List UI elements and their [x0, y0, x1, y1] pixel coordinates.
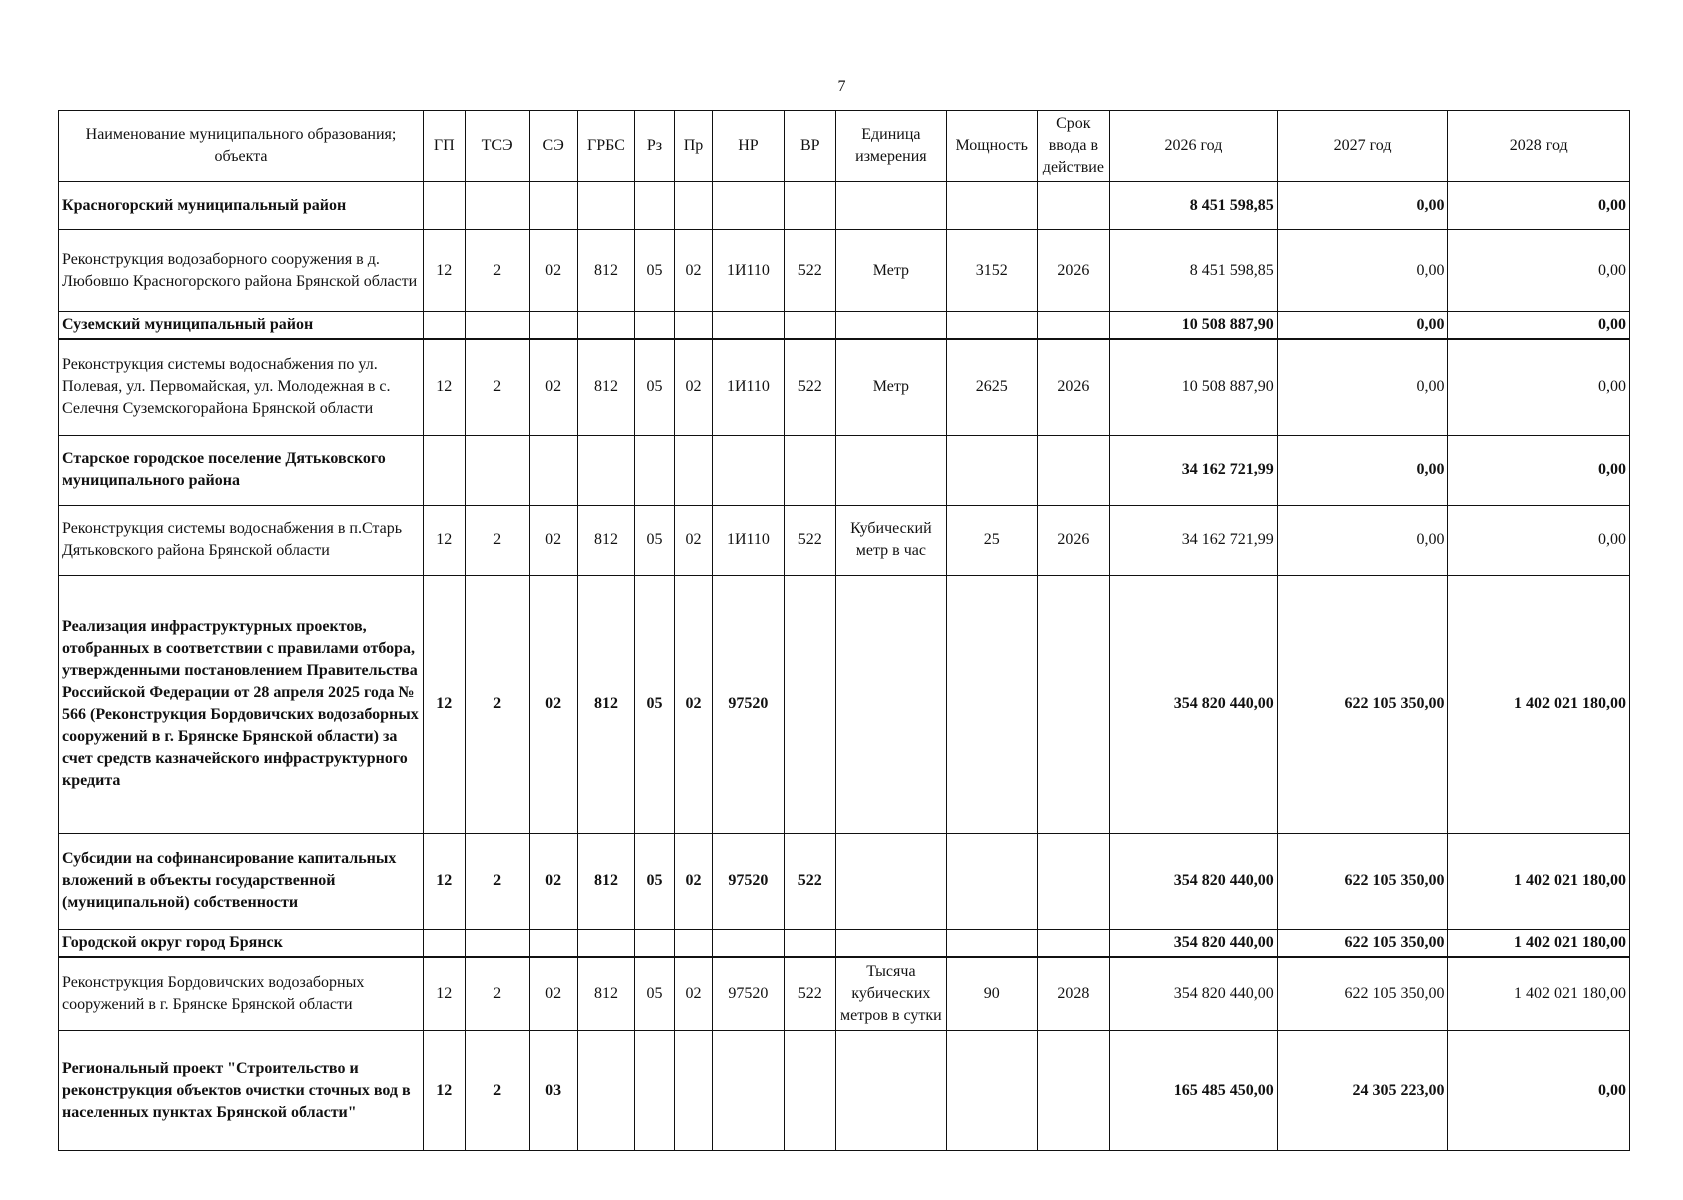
- cell-rz: 05: [635, 833, 674, 929]
- cell-gp: [424, 435, 466, 505]
- cell-capacity: 3152: [946, 230, 1037, 312]
- cell-rz: 05: [635, 957, 674, 1031]
- cell-capacity: [946, 312, 1037, 340]
- cell-unit: Метр: [835, 339, 946, 435]
- header-unit: Единица измерения: [835, 111, 946, 182]
- cell-se: 02: [529, 505, 577, 575]
- row-name: Региональный проект "Строительство и реконструкция объектов очистки сточных вод в населенных пунктах Брянской области": [59, 1031, 424, 1151]
- cell-2027: 0,00: [1277, 435, 1448, 505]
- header-vr: ВР: [784, 111, 835, 182]
- cell-grbs: [577, 312, 635, 340]
- cell-2028: 1 402 021 180,00: [1448, 833, 1630, 929]
- cell-2026: 354 820 440,00: [1110, 957, 1278, 1031]
- cell-rz: [635, 1031, 674, 1151]
- cell-unit: [835, 312, 946, 340]
- cell-nr: [713, 312, 785, 340]
- cell-se: [529, 929, 577, 957]
- cell-rz: 05: [635, 505, 674, 575]
- cell-rz: 05: [635, 339, 674, 435]
- cell-2027: 0,00: [1277, 505, 1448, 575]
- cell-grbs: [577, 182, 635, 230]
- cell-2028: 0,00: [1448, 505, 1630, 575]
- cell-se: 02: [529, 339, 577, 435]
- cell-vr: [784, 435, 835, 505]
- cell-gp: 12: [424, 1031, 466, 1151]
- cell-2027: 622 105 350,00: [1277, 575, 1448, 833]
- row-name: Субсидии на софинансирование капитальных вложений в объекты государственной (муниципальной) собственности: [59, 833, 424, 929]
- cell-2028: 0,00: [1448, 1031, 1630, 1151]
- cell-capacity: 90: [946, 957, 1037, 1031]
- cell-term: [1037, 182, 1110, 230]
- table-row: [59, 957, 1630, 1031]
- cell-tse: [465, 312, 529, 340]
- header-2027: 2027 год: [1277, 111, 1448, 182]
- cell-term: 2026: [1037, 230, 1110, 312]
- cell-capacity: 25: [946, 505, 1037, 575]
- cell-gp: [424, 929, 466, 957]
- cell-nr: 1И110: [713, 339, 785, 435]
- cell-nr: [713, 929, 785, 957]
- cell-term: [1037, 1031, 1110, 1151]
- cell-2026: 34 162 721,99: [1110, 435, 1278, 505]
- cell-tse: [465, 435, 529, 505]
- header-2026: 2026 год: [1110, 111, 1278, 182]
- cell-2028: 0,00: [1448, 435, 1630, 505]
- cell-tse: [465, 182, 529, 230]
- cell-pr: [674, 312, 712, 340]
- cell-unit: [835, 1031, 946, 1151]
- cell-rz: 05: [635, 230, 674, 312]
- cell-tse: 2: [465, 833, 529, 929]
- cell-vr: [784, 929, 835, 957]
- cell-gp: 12: [424, 230, 466, 312]
- cell-se: 02: [529, 833, 577, 929]
- header-grbs: ГРБС: [577, 111, 635, 182]
- cell-term: [1037, 575, 1110, 833]
- cell-nr: [713, 1031, 785, 1151]
- cell-se: 02: [529, 957, 577, 1031]
- row-name: Реализация инфраструктурных проектов, отобранных в соответствии с правилами отбора, утвержденными постановлением Правительства Российской Федерации от 28 апреля 2025 года № 566 (Реконструкция Бордовичских водозаборных сооружений в г. Брянске Брянской области) за счет средств казначейского инфраструктурного кредита: [59, 575, 424, 833]
- cell-nr: 1И110: [713, 505, 785, 575]
- cell-grbs: 812: [577, 957, 635, 1031]
- cell-2027: 24 305 223,00: [1277, 1031, 1448, 1151]
- cell-tse: 2: [465, 230, 529, 312]
- cell-capacity: [946, 182, 1037, 230]
- cell-pr: [674, 435, 712, 505]
- budget-table: [58, 110, 1630, 1151]
- cell-grbs: [577, 929, 635, 957]
- table-row: [59, 575, 1630, 833]
- cell-2027: 622 105 350,00: [1277, 957, 1448, 1031]
- cell-grbs: 812: [577, 833, 635, 929]
- cell-rz: 05: [635, 575, 674, 833]
- cell-2026: 8 451 598,85: [1110, 230, 1278, 312]
- header-2028: 2028 год: [1448, 111, 1630, 182]
- cell-2028: 0,00: [1448, 182, 1630, 230]
- cell-se: 02: [529, 575, 577, 833]
- cell-2028: 0,00: [1448, 312, 1630, 340]
- cell-capacity: [946, 435, 1037, 505]
- cell-2028: 1 402 021 180,00: [1448, 575, 1630, 833]
- cell-gp: 12: [424, 833, 466, 929]
- row-name: Реконструкция системы водоснабжения в п.Старь Дятьковского района Брянской области: [59, 505, 424, 575]
- table-row: [59, 833, 1630, 929]
- table-row: [59, 312, 1630, 340]
- cell-gp: 12: [424, 957, 466, 1031]
- cell-gp: [424, 182, 466, 230]
- cell-tse: 2: [465, 339, 529, 435]
- cell-2026: 354 820 440,00: [1110, 833, 1278, 929]
- cell-2028: 1 402 021 180,00: [1448, 957, 1630, 1031]
- cell-2026: 34 162 721,99: [1110, 505, 1278, 575]
- cell-tse: 2: [465, 1031, 529, 1151]
- cell-gp: 12: [424, 339, 466, 435]
- cell-rz: [635, 312, 674, 340]
- row-name: Реконструкция системы водоснабжения по ул. Полевая, ул. Первомайская, ул. Молодежная в с. Селечня Суземскогорайона Брянской области: [59, 339, 424, 435]
- cell-nr: 97520: [713, 575, 785, 833]
- cell-term: [1037, 435, 1110, 505]
- cell-2028: 0,00: [1448, 230, 1630, 312]
- cell-rz: [635, 435, 674, 505]
- cell-vr: 522: [784, 230, 835, 312]
- cell-vr: [784, 1031, 835, 1151]
- cell-2026: 354 820 440,00: [1110, 575, 1278, 833]
- cell-pr: [674, 1031, 712, 1151]
- table-row: [59, 505, 1630, 575]
- cell-vr: [784, 182, 835, 230]
- cell-nr: [713, 182, 785, 230]
- header-term: Срок ввода в действие: [1037, 111, 1110, 182]
- cell-pr: [674, 929, 712, 957]
- cell-gp: 12: [424, 505, 466, 575]
- cell-unit: [835, 833, 946, 929]
- cell-tse: 2: [465, 575, 529, 833]
- cell-term: [1037, 929, 1110, 957]
- cell-grbs: 812: [577, 505, 635, 575]
- cell-vr: 522: [784, 339, 835, 435]
- cell-grbs: [577, 1031, 635, 1151]
- cell-capacity: [946, 929, 1037, 957]
- cell-unit: [835, 575, 946, 833]
- cell-2026: 10 508 887,90: [1110, 339, 1278, 435]
- cell-vr: 522: [784, 505, 835, 575]
- cell-2026: 8 451 598,85: [1110, 182, 1278, 230]
- cell-rz: [635, 182, 674, 230]
- row-name: Реконструкция Бордовичских водозаборных сооружений в г. Брянске Брянской области: [59, 957, 424, 1031]
- cell-se: [529, 312, 577, 340]
- cell-capacity: [946, 833, 1037, 929]
- cell-se: [529, 435, 577, 505]
- header-tse: ТСЭ: [465, 111, 529, 182]
- table-row: [59, 339, 1630, 435]
- cell-nr: 1И110: [713, 230, 785, 312]
- cell-2026: 354 820 440,00: [1110, 929, 1278, 957]
- cell-term: 2026: [1037, 339, 1110, 435]
- cell-rz: [635, 929, 674, 957]
- cell-grbs: 812: [577, 575, 635, 833]
- cell-2027: 0,00: [1277, 339, 1448, 435]
- row-name: Суземский муниципальный район: [59, 312, 424, 340]
- cell-pr: 02: [674, 505, 712, 575]
- cell-capacity: [946, 1031, 1037, 1151]
- cell-se: [529, 182, 577, 230]
- cell-unit: Метр: [835, 230, 946, 312]
- cell-vr: [784, 575, 835, 833]
- header-se: СЭ: [529, 111, 577, 182]
- header-rz: Рз: [635, 111, 674, 182]
- cell-pr: [674, 182, 712, 230]
- cell-2028: 0,00: [1448, 339, 1630, 435]
- cell-pr: 02: [674, 230, 712, 312]
- cell-2027: 0,00: [1277, 182, 1448, 230]
- cell-gp: [424, 312, 466, 340]
- cell-term: 2028: [1037, 957, 1110, 1031]
- cell-2026: 165 485 450,00: [1110, 1031, 1278, 1151]
- cell-term: [1037, 833, 1110, 929]
- cell-tse: [465, 929, 529, 957]
- table-row: [59, 435, 1630, 505]
- cell-grbs: [577, 435, 635, 505]
- cell-unit: Тысяча кубических метров в сутки: [835, 957, 946, 1031]
- table-row: [59, 230, 1630, 312]
- header-name: Наименование муниципального образования; объекта: [59, 111, 424, 182]
- cell-term: 2026: [1037, 505, 1110, 575]
- header-pr: Пр: [674, 111, 712, 182]
- cell-2027: 0,00: [1277, 230, 1448, 312]
- cell-2026: 10 508 887,90: [1110, 312, 1278, 340]
- cell-2028: 1 402 021 180,00: [1448, 929, 1630, 957]
- cell-unit: [835, 182, 946, 230]
- cell-nr: 97520: [713, 833, 785, 929]
- row-name: Старское городское поселение Дятьковского муниципального района: [59, 435, 424, 505]
- table-row: [59, 1031, 1630, 1151]
- header-nr: НР: [713, 111, 785, 182]
- cell-se: 03: [529, 1031, 577, 1151]
- cell-2027: 622 105 350,00: [1277, 833, 1448, 929]
- cell-tse: 2: [465, 505, 529, 575]
- header-gp: ГП: [424, 111, 466, 182]
- page-number: 7: [837, 78, 846, 95]
- cell-grbs: 812: [577, 230, 635, 312]
- cell-tse: 2: [465, 957, 529, 1031]
- cell-pr: 02: [674, 339, 712, 435]
- cell-term: [1037, 312, 1110, 340]
- cell-nr: 97520: [713, 957, 785, 1031]
- cell-grbs: 812: [577, 339, 635, 435]
- cell-nr: [713, 435, 785, 505]
- cell-se: 02: [529, 230, 577, 312]
- cell-unit: [835, 435, 946, 505]
- cell-vr: 522: [784, 957, 835, 1031]
- cell-unit: [835, 929, 946, 957]
- row-name: Городской округ город Брянск: [59, 929, 424, 957]
- cell-pr: 02: [674, 957, 712, 1031]
- cell-2027: 622 105 350,00: [1277, 929, 1448, 957]
- row-name: Реконструкция водозаборного сооружения в д. Любовшо Красногорского района Брянской области: [59, 230, 424, 312]
- cell-capacity: [946, 575, 1037, 833]
- header-capacity: Мощность: [946, 111, 1037, 182]
- cell-gp: 12: [424, 575, 466, 833]
- table-row: [59, 929, 1630, 957]
- table-row: [59, 182, 1630, 230]
- cell-unit: Кубический метр в час: [835, 505, 946, 575]
- cell-pr: 02: [674, 833, 712, 929]
- cell-vr: [784, 312, 835, 340]
- cell-pr: 02: [674, 575, 712, 833]
- header-row: [59, 111, 1630, 182]
- cell-2027: 0,00: [1277, 312, 1448, 340]
- cell-vr: 522: [784, 833, 835, 929]
- cell-capacity: 2625: [946, 339, 1037, 435]
- row-name: Красногорский муниципальный район: [59, 182, 424, 230]
